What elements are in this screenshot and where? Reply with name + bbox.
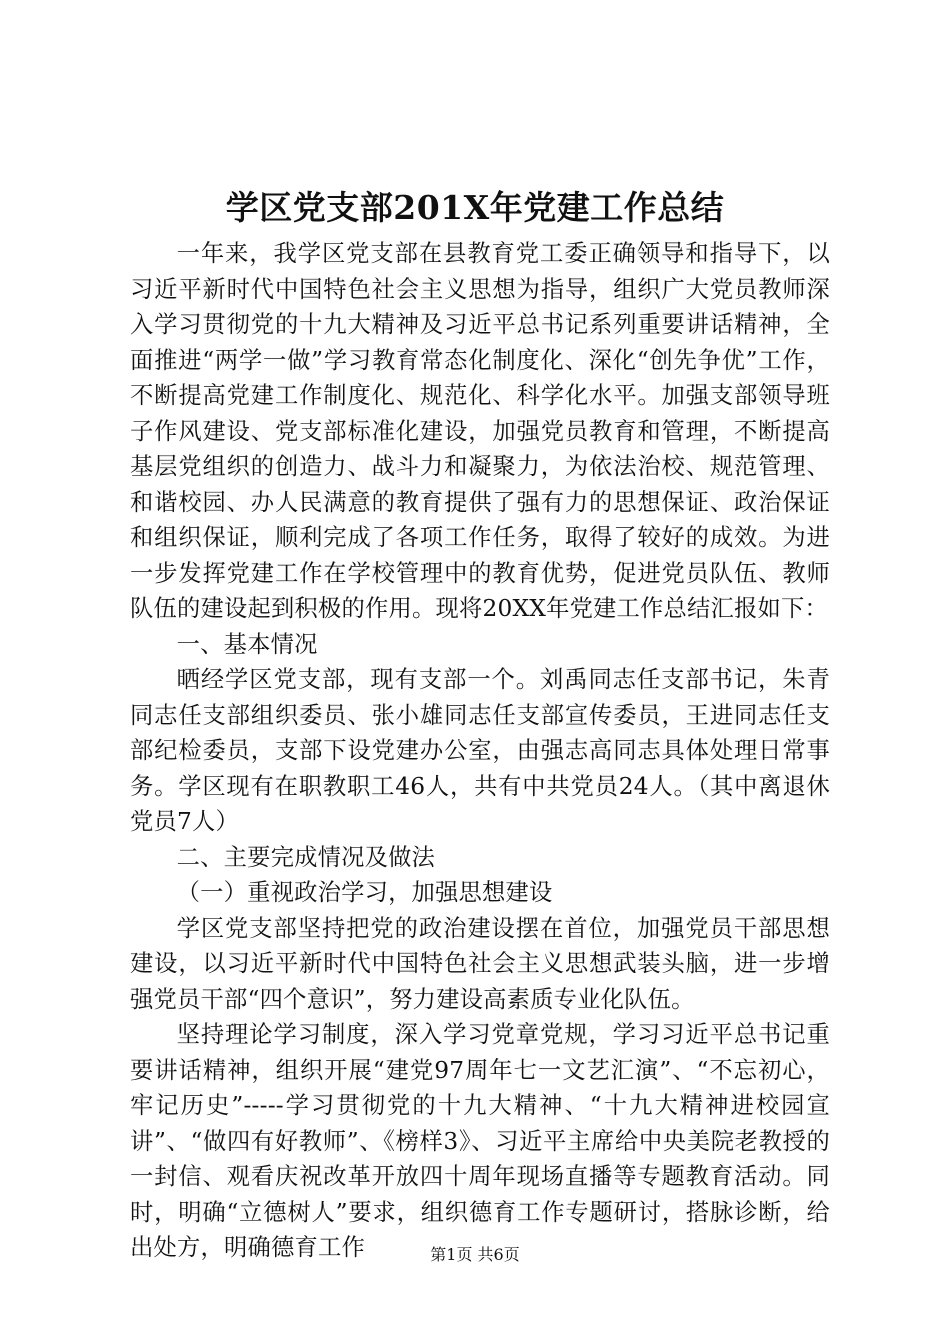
section-heading-main-work: 二、主要完成情况及做法	[176, 843, 436, 871]
paragraph-basic-situation: 晒经学区党支部，现有支部一个。刘禹同志任支部书记，朱青同志任支部组织委员、张小雄同志任支部宣传委员，王进同志任支部纪检委员，支部下设党建办公室，由强志高同志具体处理日常事务。学区现有在职教职工46人，共有中共党员24人。（其中离退休党员7人）	[130, 666, 830, 835]
paragraph-theory-study: 坚持理论学习制度，深入学习党章党规，学习习近平总书记重要讲话精神，组织开展“建党97周年七一文艺汇演”、“不忘初心，牢记历史”-----学习贯彻党的十九大精神、“十九大精神进校园宣讲”、“做四有好教师”、《榜样3》、习近平主席给中央美院老教授的一封信、观看庆祝改革开放四十周年现场直播等专题教育活动。同时，明确“立德树人”要求，组织德育工作专题研讨，搭脉诊断，给出处方，明确德育工作	[130, 1021, 830, 1261]
paragraph-intro: 一年来，我学区党支部在县教育党工委正确领导和指导下，以习近平新时代中国特色社会主义思想为指导，组织广大党员教师深入学习贯彻党的十九大精神及习近平总书记系列重要讲话精神，全面推进“两学一做”学习教育常态化制度化、深化“创先争优”工作，不断提高党建工作制度化、规范化、科学化水平。加强支部领导班子作风建设、党支部标准化建设，加强党员教育和管理，不断提高基层党组织的创造力、战斗力和凝聚力，为依法治校、规范管理、和谐校园、办人民满意的教育提供了强有力的思想保证、政治保证和组织保证，顺利完成了各项工作任务，取得了较好的成效。为进一步发挥党建工作在学校管理中的教育优势，促进党员队伍、教师队伍的建设起到积极的作用。现将20XX年党建工作总结汇报如下：	[130, 240, 830, 622]
page-footer: 第1页 共6页	[430, 1245, 520, 1264]
paragraph-political-construction: 学区党支部坚持把党的政治建设摆在首位，加强党员干部思想建设，以习近平新时代中国特色社会主义思想武装头脑，进一步增强党员干部“四个意识”，努力建设高素质专业化队伍。	[130, 914, 830, 1013]
document-title: 学区党支部201X年党建工作总结	[225, 188, 725, 227]
section-heading-basic-situation: 一、基本情况	[176, 630, 318, 658]
subsection-heading-political-study: （一）重视政治学习，加强思想建设	[176, 879, 553, 906]
document-body	[130, 236, 830, 1266]
